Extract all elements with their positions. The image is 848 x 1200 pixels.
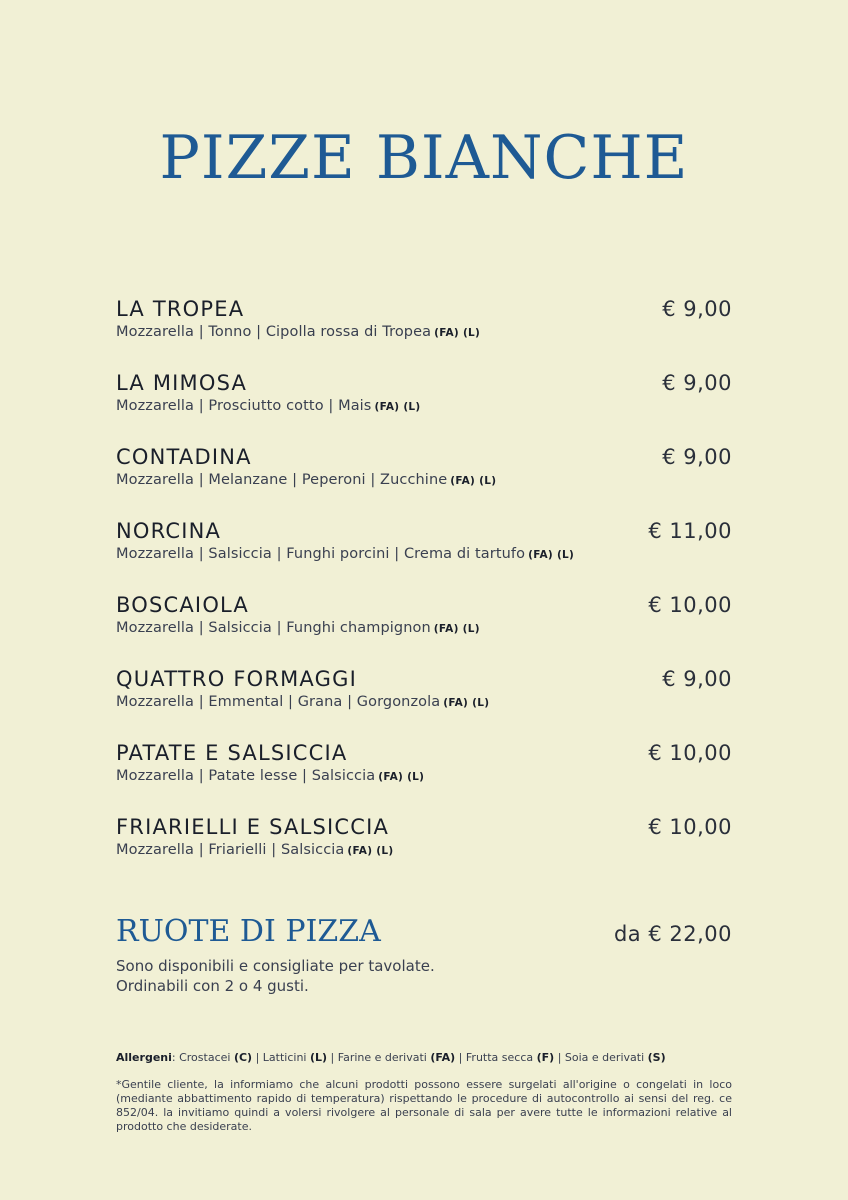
menu-item xyxy=(116,814,732,888)
item-name: LA MIMOSA xyxy=(116,371,248,395)
allergen-name: Crostacei xyxy=(179,1051,231,1064)
item-price: € 9,00 xyxy=(662,297,732,321)
menu-item xyxy=(116,518,732,592)
item-price: € 10,00 xyxy=(648,593,732,617)
menu-item xyxy=(116,296,732,370)
item-price: € 9,00 xyxy=(662,667,732,691)
allergen-code: (S) xyxy=(647,1051,666,1064)
ingredients-text: Mozzarella | Tonno | Cipolla rossa di Tropea xyxy=(116,324,432,340)
ingredients-text: Mozzarella | Prosciutto cotto | Mais xyxy=(116,398,372,414)
allergen-tags: (FA) (L) xyxy=(434,327,481,339)
item-price: € 9,00 xyxy=(662,371,732,395)
allergen-tags: (FA) (L) xyxy=(378,771,425,783)
menu-item xyxy=(116,740,732,814)
ingredients-text: Mozzarella | Melanzane | Peperoni | Zucchine xyxy=(116,472,448,488)
item-price: € 10,00 xyxy=(648,815,732,839)
menu-item xyxy=(116,592,732,666)
allergen-name: Latticini xyxy=(262,1051,307,1064)
disclaimer-note: *Gentile cliente, la informiamo che alcuni prodotti possono essere surgelati all'origine o congelati in loco (mediante abbattimento rapido di temperatura) rispettando le procedure di autocontrollo ai sensi del reg. ce 852/04. la invitiamo quindi a volersi rivolgere al personale di sala per avere tutte le informazioni relative al prodotto che desiderate. xyxy=(116,1078,732,1133)
item-ingredients xyxy=(116,840,732,861)
item-name: LA TROPEA xyxy=(116,297,245,321)
allergen-code: (F) xyxy=(536,1051,555,1064)
separator: | xyxy=(252,1051,263,1064)
ruote-title: RUOTE DI PIZZA xyxy=(116,914,381,949)
allergen-code: (C) xyxy=(233,1051,253,1064)
ruote-description xyxy=(116,956,732,996)
item-name: QUATTRO FORMAGGI xyxy=(116,667,357,691)
item-ingredients xyxy=(116,618,732,639)
item-ingredients xyxy=(116,396,732,417)
separator: | xyxy=(554,1051,565,1064)
item-price: € 10,00 xyxy=(648,741,732,765)
ingredients-text: Mozzarella | Patate lesse | Salsiccia xyxy=(116,768,376,784)
ingredients-text: Mozzarella | Salsiccia | Funghi porcini | Crema di tartufo xyxy=(116,546,526,562)
allergen-label: Allergeni xyxy=(116,1051,172,1064)
item-name: BOSCAIOLA xyxy=(116,593,249,617)
item-ingredients xyxy=(116,766,732,787)
allergen-code: (L) xyxy=(309,1051,328,1064)
item-ingredients xyxy=(116,692,732,713)
ruote-line-2: Ordinabili con 2 o 4 gusti. xyxy=(116,977,309,995)
allergen-code: (FA) xyxy=(430,1051,456,1064)
allergen-tags: (FA) (L) xyxy=(450,475,497,487)
allergen-tags: (FA) (L) xyxy=(374,401,421,413)
separator: | xyxy=(327,1051,338,1064)
separator: | xyxy=(455,1051,466,1064)
page-title: PIZZE BIANCHE xyxy=(159,123,689,193)
ingredients-text: Mozzarella | Friarielli | Salsiccia xyxy=(116,842,345,858)
item-ingredients xyxy=(116,470,732,491)
ruote-line-1: Sono disponibili e consigliate per tavolate. xyxy=(116,957,435,975)
allergen-name: Soia e derivati xyxy=(564,1051,645,1064)
item-name: PATATE E SALSICCIA xyxy=(116,741,348,765)
menu-item xyxy=(116,666,732,740)
item-ingredients xyxy=(116,322,732,343)
allergen-tags: (FA) (L) xyxy=(443,697,490,709)
ruote-price: da € 22,00 xyxy=(613,922,732,946)
item-price: € 11,00 xyxy=(648,519,732,543)
item-price: € 9,00 xyxy=(662,445,732,469)
item-name: FRIARIELLI E SALSICCIA xyxy=(116,815,390,839)
allergen-colon: : xyxy=(171,1051,180,1064)
allergen-tags: (FA) (L) xyxy=(347,845,394,857)
item-name: NORCINA xyxy=(116,519,222,543)
ingredients-text: Mozzarella | Emmental | Grana | Gorgonzola xyxy=(116,694,441,710)
allergen-name: Frutta secca xyxy=(465,1051,534,1064)
ingredients-text: Mozzarella | Salsiccia | Funghi champignon xyxy=(116,620,431,636)
menu-item xyxy=(116,444,732,518)
menu-list xyxy=(116,296,732,888)
ruote-section xyxy=(116,912,732,996)
allergen-tags: (FA) (L) xyxy=(433,623,480,635)
item-name: CONTADINA xyxy=(116,445,252,469)
allergen-name: Farine e derivati xyxy=(337,1051,427,1064)
menu-item xyxy=(116,370,732,444)
allergen-tags: (FA) (L) xyxy=(528,549,575,561)
allergen-legend xyxy=(116,1050,732,1066)
item-ingredients xyxy=(116,544,732,565)
